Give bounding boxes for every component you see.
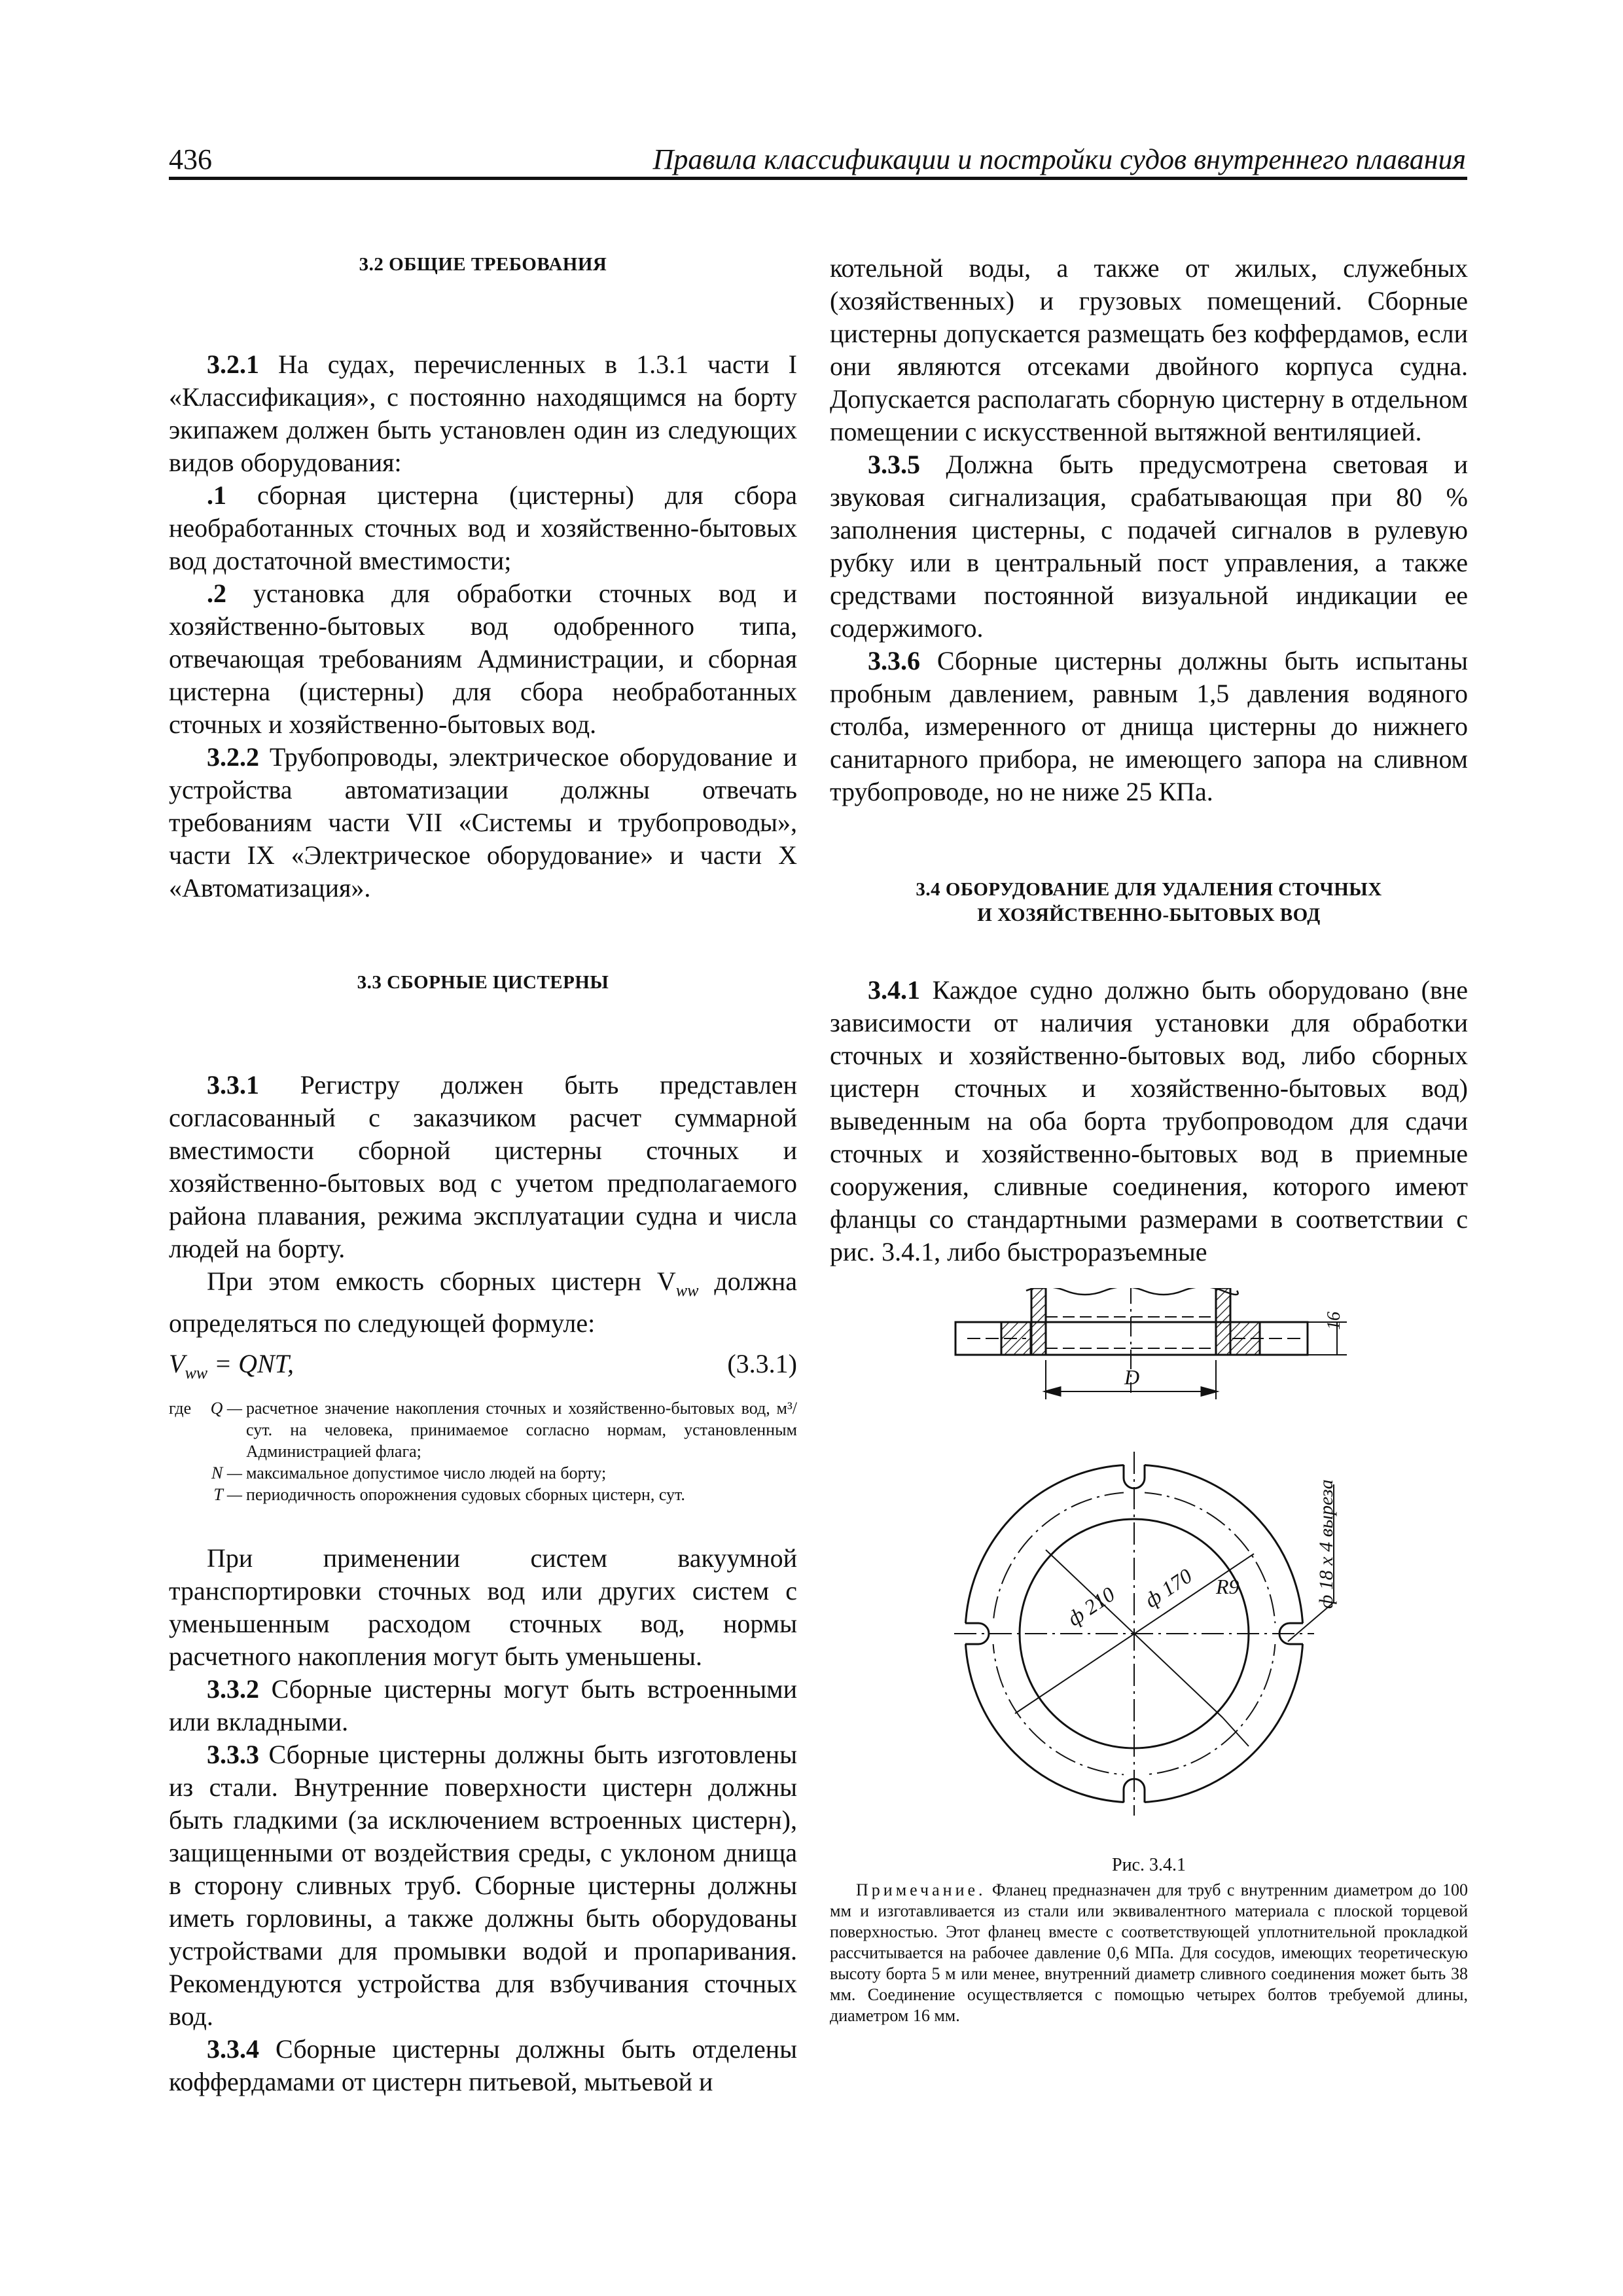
paragraph-text: На судах, перечисленных в 1.3.1 части I «Классификация», с постоянно находящимся на борту экипажем должен быть установлен один из следующих видов оборудования: <box>169 350 797 478</box>
formula-subscript: ww <box>185 1363 208 1383</box>
legend-row-t <box>169 1484 797 1505</box>
clause-number: 3.3.1 <box>207 1070 259 1100</box>
section-3-4-title <box>830 877 1468 928</box>
page-number: 436 <box>169 143 212 175</box>
paragraph-text: При этом емкость сборных цистерн V <box>207 1266 676 1297</box>
paragraph-text: Сборные цистерны должны быть отделены коффердамами от цистерн питьевой, мытьевой и <box>169 2034 797 2097</box>
legend-symbol: N — <box>211 1463 242 1483</box>
flange-drawing <box>830 1288 1468 1851</box>
dimension-outer-diameter-label: ф 210 <box>1063 1582 1119 1631</box>
clause-number: 3.2.1 <box>207 350 259 380</box>
item-2 <box>169 577 797 741</box>
paragraph-text: должна определяться по следующей формуле: <box>169 1266 797 1338</box>
subscript: ww <box>675 1281 699 1300</box>
paragraph-capacity <box>169 1265 797 1340</box>
section-3-4-title-line2: И ХОЗЯЙСТВЕННО-БЫТОВЫХ ВОД <box>977 905 1321 926</box>
paragraph-text: Каждое судно должно быть оборудовано (вне зависимости от наличия установки для обработки сточных и хозяйственно-бытовых вод, либо сборных цистерн сточных и хозяйственно-бытовых вод) выведенным на оба борта трубопроводом для сдачи сточных и хозяйственно-бытовых вод в приемные сооружения, сливные соединения, которого имеют фланцы со стандартными размерами в соответствии с рис. 3.4.1, либо быстроразъемные <box>830 975 1468 1267</box>
paragraph-text: Сборные цистерны должны быть изготовлены из стали. Внутренние поверхности цистерн должны быть гладкими (за исключением встроенных цистерн), защищенными от воздействия среды, с уклоном днища в сторону сливных труб. Сборные цистерны должны иметь горловины, а также должны быть оборудованы устройствами для промывки водой и пропаривания. Рекомендуются устройства для взбучивания сточных вод. <box>169 1740 797 2032</box>
formula-rest: = QNT, <box>207 1349 294 1379</box>
paragraph-text: Сборные цистерны должны быть испытаны пробным давлением, равным 1,5 давления водяного столба, измеренного от днища цистерны до нижнего санитарного прибора, не имеющего запора на сливном трубопроводе, но не ниже 25 КПа. <box>830 646 1468 806</box>
clause-number: 3.3.6 <box>868 646 920 675</box>
paragraph-3-3-2 <box>169 1673 797 1738</box>
flange-section-view <box>955 1288 1347 1399</box>
right-column <box>830 252 1468 2026</box>
formula-var: V <box>169 1349 185 1379</box>
section-3-4-title-line1: 3.4 ОБОРУДОВАНИЕ ДЛЯ УДАЛЕНИЯ СТОЧНЫХ <box>916 879 1382 900</box>
running-title: Правила классификации и постройки судов внутреннего плавания <box>652 143 1466 175</box>
legend-text: периодичность опорожнения судовых сборных цистерн, сут. <box>246 1485 685 1505</box>
item-text: установка для обработки сточных вод и хозяйственно-бытовых вод одобренного типа, отвечающая требованиям Администрации, и сборная цистерна (цистерны) для сбора необработанных сточных и хозяйственно-бытовых вод. <box>169 579 797 740</box>
paragraph-text: Трубопроводы, электрическое оборудование и устройства автоматизации должны отвечать требованиям части VII «Системы и трубопроводы», части IX «Электрическое оборудование» и части X «Автоматизация». <box>169 742 797 903</box>
left-column <box>169 252 797 2098</box>
paragraph-3-3-3 <box>169 1738 797 2033</box>
dimension-slots-label: ф 18 х 4 выреза <box>1315 1479 1337 1609</box>
item-1 <box>169 479 797 577</box>
paragraph-3-3-1 <box>169 1069 797 1265</box>
paragraph-text: Должна быть предусмотрена световая и звуковая сигнализация, срабатывающая при 80 % заполнения цистерны, с подачей сигналов в рулевую рубку или в центральный пост управления, а также средствами постоянной визуальной индикации ее содержимого. <box>830 450 1468 643</box>
paragraph-3-3-6 <box>830 645 1468 808</box>
clause-number: 3.3.4 <box>207 2034 259 2064</box>
dimension-d-label: D <box>1124 1365 1140 1390</box>
figure-note <box>830 1880 1468 2026</box>
paragraph-3-4-1 <box>830 974 1468 1268</box>
paragraph-3-2-1 <box>169 348 797 479</box>
item-number: .2 <box>207 579 226 609</box>
clause-number: 3.3.2 <box>207 1674 259 1704</box>
paragraph-3-3-4 <box>169 2033 797 2098</box>
legend-symbol: Q — <box>210 1399 242 1418</box>
legend-spacer <box>169 1462 205 1484</box>
legend-text: расчетное значение накопления сточных и хозяйственно-бытовых вод, м³/сут. на человека, принимаемое согласно нормам, установленным Администрацией флага; <box>246 1399 797 1462</box>
legend-row-n <box>169 1462 797 1484</box>
flange-plan-view <box>954 1452 1334 1816</box>
formula-legend <box>169 1397 797 1505</box>
paragraph-3-3-5 <box>830 448 1468 645</box>
dimension-thickness-label: 16 <box>1324 1312 1344 1331</box>
formula-3-3-1 <box>169 1348 797 1390</box>
dimension-radius-label: R9 <box>1216 1575 1240 1599</box>
figure-3-4-1 <box>830 1288 1468 1851</box>
clause-number: 3.4.1 <box>868 975 920 1005</box>
paragraph-3-2-2 <box>169 741 797 905</box>
item-number: .1 <box>207 480 226 511</box>
clause-number: 3.3.5 <box>868 450 920 479</box>
note-text: Фланец предназначен для труб с внутренним диаметром до 100 мм и изготавливается из стали или эквивалентного материала с плоской торцевой поверхностью. Этот фланец вместе с соответствующей уплотнительной прокладкой рассчитывается на рабочее давление 0,6 МПа. Для сосудов, имеющих теоретическую высоту борта 5 м или менее, внутренний диаметр сливного соединения может быть 38 мм. Соединение осуществляется с помощью четырех болтов требуемой длины, диаметром 16 мм. <box>830 1880 1468 2026</box>
paragraph-3-3-4-continued: котельной воды, а также от жилых, служебных (хозяйственных) и грузовых помещений. Сборные цистерны допускается размещать без коффердамов, если они являются отсеками двойного корпуса судна. Допускается располагать сборную цистерну в отдельном помещении с искусственной вытяжной вентиляцией. <box>830 253 1468 446</box>
note-label: Примечание. <box>856 1880 986 1900</box>
figure-caption: Рис. 3.4.1 <box>1112 1855 1186 1876</box>
legend-text: максимальное допустимое число людей на борту; <box>246 1463 607 1483</box>
clause-number: 3.3.3 <box>207 1740 259 1770</box>
formula-expression <box>169 1348 294 1390</box>
formula-number: (3.3.1) <box>727 1349 797 1379</box>
item-text: сборная цистерна (цистерны) для сбора необработанных сточных вод и хозяйственно-бытовых вод достаточной вместимости; <box>169 480 797 576</box>
legend-symbol: T — <box>213 1485 242 1505</box>
clause-number: 3.2.2 <box>207 742 259 772</box>
paragraph-text: Регистру должен быть представлен согласованный с заказчиком расчет суммарной вместимости сборной цистерны сточных и хозяйственно-бытовых вод с учетом предполагаемого района плавания, режима эксплуатации судна и числа людей на борту. <box>169 1070 797 1264</box>
legend-spacer <box>169 1484 205 1505</box>
header-rule <box>169 177 1467 180</box>
paragraph-text: Сборные цистерны могут быть встроенными или вкладными. <box>169 1674 797 1737</box>
dimension-bolt-circle-label: ф 170 <box>1140 1564 1196 1613</box>
paragraph-vacuum: При применении систем вакуумной транспортировки сточных вод или других систем с уменьшенным расходом сточных вод, нормы расчетного накопления могут быть уменьшены. <box>169 1543 797 1672</box>
legend-row-q <box>169 1397 797 1462</box>
section-3-2-title: 3.2 ОБЩИЕ ТРЕБОВАНИЯ <box>359 254 607 275</box>
legend-where-label: где <box>169 1399 192 1418</box>
section-3-3-title: 3.3 СБОРНЫЕ ЦИСТЕРНЫ <box>357 972 609 994</box>
